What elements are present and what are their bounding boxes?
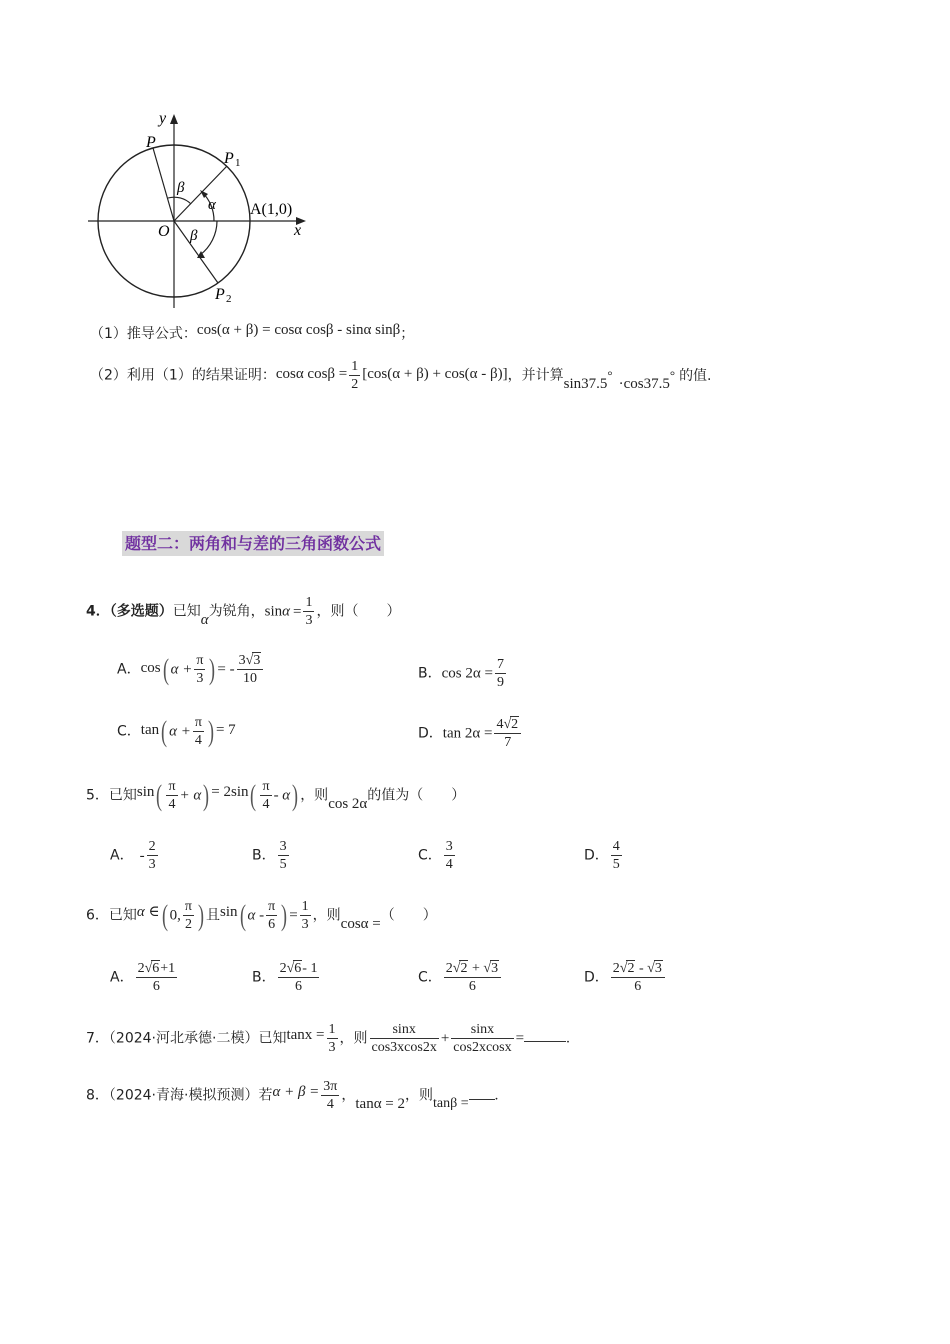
q3-part2-lhs: cosα cosβ = [275,365,348,382]
q5-a-label: A． [110,847,134,864]
q6-d-den: 6 [634,979,642,994]
q5-pi1-den: 4 [168,797,176,812]
right-paren: ) [197,898,204,932]
q3-part2-end: 的值. [679,367,712,384]
q4-c-label: C． [117,723,141,740]
q3-part2-deg2: ° [669,367,676,383]
q5-target: cos 2α [328,795,368,812]
ray-op [153,148,174,221]
q5-c-den: 4 [445,857,453,872]
q5-option-c[interactable] [418,838,457,873]
q3-part2-mid: ，并计算 [507,367,564,384]
q6-num: 6． [86,907,109,924]
q8-cond1-den: 4 [326,1097,334,1112]
label-p2: P [215,286,225,303]
q6-cond1: α ∈ [136,903,160,920]
q6-interval-left: 0, [169,907,181,924]
q6-c-coef: 2 [445,961,453,976]
q4-a-num-rad: 3 [253,653,261,668]
q4-c-arg: α + [169,723,191,740]
q4-a-pi-num: π [196,653,204,668]
q6-val-num: 1 [301,899,309,914]
q7-source: （2024·河北承德·二模） [108,1030,259,1047]
q6-pi-den: 6 [268,917,276,932]
q6-c-op: + [471,961,480,976]
q6-b-label: B． [252,969,276,986]
left-paren: ( [156,778,163,812]
q3-part1 [90,324,414,344]
q6-stem [86,898,437,933]
q8-stem [86,1078,498,1113]
q7-f1-num: sinx [370,1021,439,1039]
q4-a-den: 10 [242,671,257,686]
q4-d-label: D． [418,725,443,742]
left-paren: ( [161,714,168,748]
q5-sin1: sin [136,783,155,800]
unit-circle-diagram [80,108,320,308]
q6-stem3: ，则 [312,907,341,924]
q5-pi1 [166,778,177,813]
q6-d-frac: $\frac{2√2 - √3}{6}$ [611,960,665,995]
q8-stem1: 若 [258,1087,273,1104]
q4-a-label: A． [117,661,141,678]
q8-end: . [494,1087,499,1104]
q5-option-b[interactable] [252,838,291,873]
right-paren: ) [203,778,210,812]
q6-d-label: D． [584,969,609,986]
q8-target: tanβ = [433,1095,469,1111]
label-x: x [294,222,302,239]
q6-b-den: 6 [295,979,303,994]
q6-a-frac: $\frac{2√6+1}{6}$ [137,961,176,994]
q4-d-num-coef: 4 [496,717,504,732]
q4-eq: = [293,603,302,620]
q6-a-den: 6 [152,979,160,994]
q4-option-d[interactable] [418,716,523,751]
label-o: O [158,223,170,240]
label-y: y [159,110,167,127]
beta-arc-bottom [200,221,217,255]
q5-arg2-tail: - α [273,787,291,804]
q8-cond1-frac [321,1078,339,1113]
q4-b-label: B． [418,665,442,682]
q7-cond-frac [327,1021,338,1056]
q4-num: 4． [86,603,110,620]
q4-b-num: 7 [496,657,504,672]
q6-b-tail: - 1 [302,961,318,976]
label-p2-sub: 2 [226,293,232,305]
q6-arg: α - [247,907,265,924]
right-paren: ) [207,714,214,748]
q7-stem [86,1021,570,1056]
q8-sep: ， [341,1087,356,1104]
q7-stem2: ，则 [339,1030,368,1047]
q4-stem1: 已知 [172,603,201,620]
q5-a-den: 3 [148,857,156,872]
q6-option-b[interactable] [252,960,321,995]
q8-cond2: tanα = 2 [355,1095,406,1112]
section-heading: 题型二：两角和与差的三角函数公式 [122,531,384,556]
q6-c-label: C． [418,969,442,986]
q5-pi1-num: π [168,779,176,794]
q6-a-coef: 2 [137,961,145,976]
q6-c-den: 6 [468,979,476,994]
q6-option-a[interactable] [110,960,179,995]
q5-pi2 [260,778,271,813]
q5-b-num: 3 [279,839,287,854]
q4-alpha: α [200,611,209,628]
q3-part1-label: （1）推导公式： [90,326,197,342]
q8-cond1: α + β = [272,1083,320,1100]
q6-b-frac: $\frac{2√6- 1}{6}$ [279,961,318,994]
q5-d-label: D． [584,847,609,864]
q3-part2-expr2: cos37.5 [623,375,670,392]
q6-c-rad1: 2 [460,961,468,976]
q5-c-label: C． [418,847,442,864]
q5-c-num: 3 [445,839,453,854]
q4-tag: （多选题） [109,603,173,620]
label-p: P [146,134,156,151]
q7-f2 [451,1021,513,1056]
q6-d-rad1: 2 [627,961,635,976]
q4-stem2: 为锐角， [208,603,265,620]
q3-part2-deg1: ° [607,367,613,383]
q4-a-num-coef: 3 [238,653,246,668]
q7-cond: tanx = [286,1026,325,1043]
q7-stem1: 已知 [258,1030,287,1047]
q4-d-frac: $\frac{4√2}{7}$ [494,716,521,751]
right-paren: ) [292,778,299,812]
q6-option-c[interactable] [418,960,503,995]
q6-pi-num: π [268,899,276,914]
q7-f1-den: cos3xcos2x [371,1040,437,1055]
q7-cond-den: 3 [328,1040,336,1055]
q3-part2-rhs: [cos(α + β) + cos(α - β)] [362,365,508,382]
left-paren: ( [239,898,246,932]
q4-option-c[interactable] [117,714,236,749]
q5-b-label: B． [252,847,276,864]
q7-answer-blank[interactable] [524,1029,566,1042]
left-paren: ( [250,778,257,812]
q6-d-rad2: 3 [654,961,662,976]
q5-pi2-num: π [262,779,270,794]
q5-d-num: 4 [612,839,620,854]
q4-frac [303,594,314,629]
q3-part2-expr1: sin37.5 [563,375,608,392]
q5-a-num: 2 [148,839,156,854]
q6-b-rad: 6 [294,961,302,976]
q7-f1 [370,1021,439,1056]
q6-pi [266,898,277,933]
q5-c-frac [444,838,455,873]
q6-b-coef: 2 [279,961,287,976]
q7-end: . [566,1030,570,1047]
q4-c-pi-num: π [194,715,202,730]
q3-part2-label: （2）利用（1）的结果证明： [90,367,276,384]
q5-num: 5． [86,787,109,804]
q6-val [300,898,311,933]
q6-val-den: 3 [301,917,309,932]
q5-stem3: 的值为（ ） [367,787,466,804]
q4-b-frac [495,656,506,691]
q4-c-pi [193,714,204,749]
q6-interval-frac [183,898,194,933]
q4-b-expr: cos 2α = [441,665,493,682]
q6-d-coef: 2 [612,961,620,976]
q3-half-num: 1 [351,359,359,374]
right-paren: ) [209,652,216,686]
y-axis-arrow [170,114,178,124]
q7-num: 7． [86,1030,109,1047]
q8-answer-blank[interactable] [469,1091,495,1100]
q7-f2-den: cos2xcosx [453,1040,512,1055]
label-p1: P [224,150,234,167]
q6-interval-den: 2 [184,917,192,932]
q5-option-a[interactable] [110,838,160,873]
q5-a-sign: - [139,847,145,864]
q5-d-den: 5 [612,857,620,872]
label-beta-bottom: β [190,228,198,244]
q4-d-num-rad: 2 [511,717,519,732]
q4-a-val: $\frac{3√3}{10}$ [237,652,264,687]
q6-c-frac: $\frac{2√2 + √3}{6}$ [444,960,501,995]
q6-eq: = [289,907,298,924]
q5-stem1: 已知 [108,787,137,804]
q4-a-pi-den: 3 [196,671,204,686]
q6-a-label: A． [110,969,134,986]
q7-eq: = [515,1030,525,1047]
q4-frac-den: 3 [305,613,313,628]
q4-a-pi [194,652,205,687]
q4-option-a[interactable] [117,652,265,687]
label-beta-top: β [177,180,185,196]
q4-frac-num: 1 [305,595,313,610]
q3-part1-end: ； [400,326,415,342]
q6-target: cosα = [340,915,381,932]
q4-option-b[interactable] [418,656,508,691]
q5-d-frac [611,838,622,873]
q3-half-den: 2 [351,377,359,392]
q6-a-rad: 6 [152,961,160,976]
q5-stem2: ，则 [300,787,329,804]
q5-b-den: 5 [279,857,287,872]
left-paren: ( [161,898,168,932]
q7-plus: + [440,1030,450,1047]
q5-option-d[interactable] [584,838,624,873]
q4-a-arg: α + [170,661,193,678]
q4-stem3: ，则（ ） [316,603,401,620]
q6-stem4: （ ） [380,907,437,924]
q8-source: （2024·青海·模拟预测） [108,1087,259,1104]
q6-d-op: - [638,961,644,976]
q7-cond-num: 1 [328,1022,336,1037]
q6-c-rad2: 3 [491,961,499,976]
q4-a-eq: = - [217,661,235,678]
q3-part2-dot: · [618,375,624,392]
beta-arc-top [168,197,191,204]
q3-part1-formula: cos(α + β) = cosα cosβ - sinα sinβ [196,322,401,338]
q6-option-d[interactable] [584,960,667,995]
q8-cond1-num: 3π [323,1079,338,1094]
q4-stem [86,594,400,629]
q6-stem2: 且 [205,907,220,924]
right-paren: ) [281,898,288,932]
q4-c-eq: = 7 [215,721,236,738]
q8-num: 8． [86,1087,109,1104]
q3-part2-half [349,358,360,393]
q5-arg1-tail: + α [179,787,202,804]
q6-sin: sin [219,903,238,920]
q4-sin-alpha: α [282,603,291,620]
label-a: A(1,0) [250,201,293,218]
q4-sin: sin [264,603,283,620]
q4-c-fn: tan [140,721,160,738]
q6-a-tail: +1 [160,961,176,976]
q4-a-fn: cos [140,659,161,676]
q6-stem1: 已知 [108,907,137,924]
q4-d-expr: tan 2α = [442,725,493,742]
q7-f2-num: sinx [451,1021,513,1039]
q4-b-den: 9 [496,675,504,690]
q4-d-den: 7 [504,735,512,750]
q3-part2 [90,358,712,393]
q5-stem [86,778,465,813]
q8-stem2: ，则 [405,1087,434,1104]
q5-a-frac [147,838,158,873]
q5-b-frac [278,838,289,873]
q6-interval-pi: π [184,899,192,914]
label-p1-sub: 1 [235,157,241,169]
q5-mid: = 2sin [211,783,249,800]
q5-pi2-den: 4 [262,797,270,812]
left-paren: ( [162,652,169,686]
label-alpha: α [208,197,216,213]
q4-c-pi-den: 4 [194,733,202,748]
